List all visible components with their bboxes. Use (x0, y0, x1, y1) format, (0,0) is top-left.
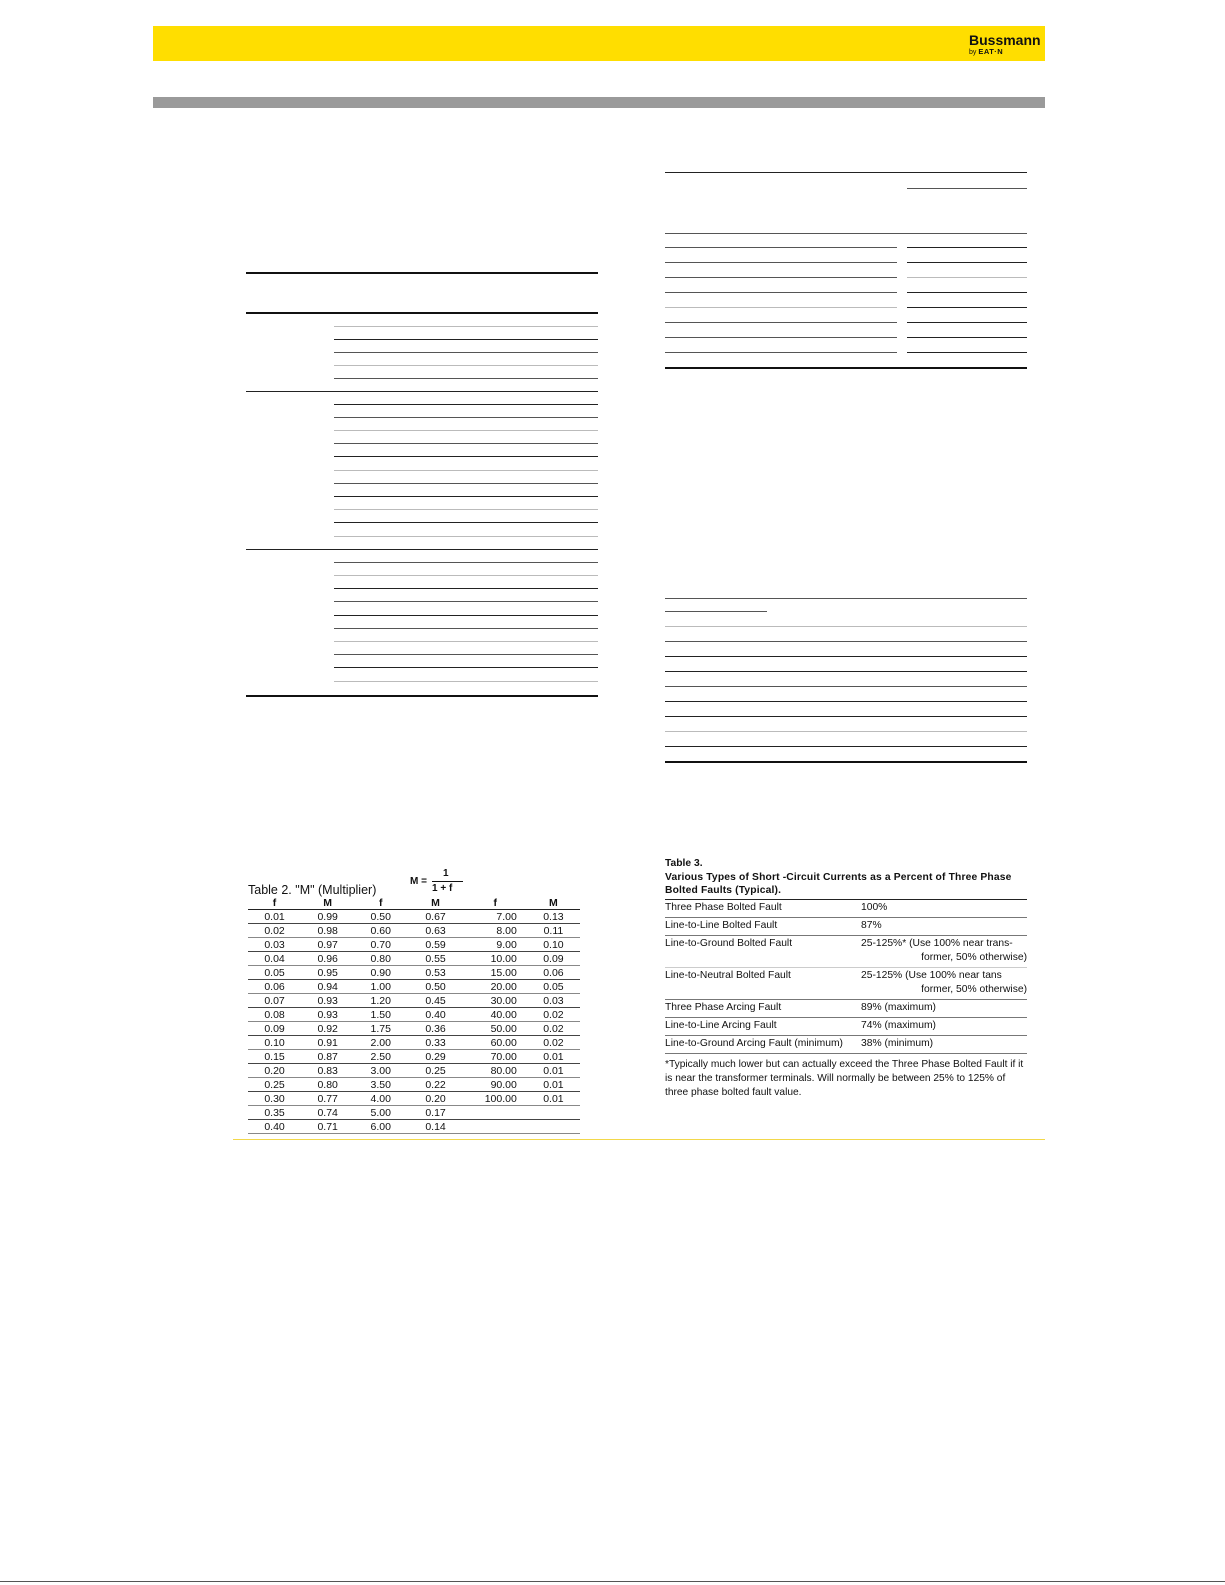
table-cell: 5.00 (354, 1106, 407, 1120)
table-rule (246, 391, 598, 392)
table-3-title: Table 3. (665, 858, 703, 869)
table-rule (665, 598, 1027, 599)
table-cell: 0.09 (248, 1022, 301, 1036)
table-cell: 0.94 (301, 980, 354, 994)
table-row (248, 980, 580, 994)
table-rule (665, 641, 1027, 642)
fault-type-label: Line-to-Ground Bolted Fault (665, 935, 861, 967)
table-rule (334, 378, 598, 379)
fault-percent-line-continued: former, 50% otherwise) (921, 983, 1027, 995)
table-rule (334, 456, 598, 457)
table-row (248, 1050, 580, 1064)
table-cell: 0.83 (301, 1064, 354, 1078)
brand-logo: Bussmann (969, 32, 1041, 48)
table-cell: 2.50 (354, 1050, 407, 1064)
column-header: f (354, 897, 407, 910)
fault-type-label: Three Phase Bolted Fault (665, 899, 861, 917)
table-header-row (248, 897, 580, 910)
table-cell: 70.00 (464, 1050, 527, 1064)
table-rule (334, 430, 598, 431)
table-cell: 0.08 (248, 1008, 301, 1022)
table-rule (665, 233, 1027, 234)
fault-percent-line: 25-125% (Use 100% near tans (861, 969, 1002, 981)
table-rule (334, 641, 598, 642)
table-cell: 0.59 (407, 938, 463, 952)
brand-parent: EAT·N (978, 47, 1004, 56)
table-row (665, 1017, 1027, 1035)
table-2-caption: Table 2. "M" (Multiplier) (248, 883, 377, 897)
table-rule (246, 695, 598, 697)
table-rule (665, 716, 1027, 717)
fault-percent-value (861, 917, 1027, 935)
table-row (248, 1120, 580, 1134)
table-rule (907, 188, 1027, 189)
table-cell: 0.40 (248, 1120, 301, 1134)
table-cell: 0.10 (248, 1036, 301, 1050)
fault-percent-line: 89% (maximum) (861, 1001, 936, 1013)
table-rule (665, 626, 1027, 627)
table-cell: 0.09 (527, 952, 580, 966)
table-row (248, 966, 580, 980)
table-cell: 0.77 (301, 1092, 354, 1106)
table-row (248, 1106, 580, 1120)
table-cell: 0.95 (301, 966, 354, 980)
fault-percent-value (861, 899, 1027, 917)
table-cell: 0.98 (301, 924, 354, 938)
table-rule (665, 322, 897, 323)
table-cell: 0.93 (301, 1008, 354, 1022)
table-rule (334, 615, 598, 616)
table-cell: 0.03 (248, 938, 301, 952)
fault-type-label: Line-to-Neutral Bolted Fault (665, 967, 861, 999)
column-header: M (527, 897, 580, 910)
section-band (153, 97, 1045, 108)
table-rule (334, 522, 598, 523)
table-cell: 0.67 (407, 910, 463, 924)
table-cell: 30.00 (464, 994, 527, 1008)
table-rule (907, 262, 1027, 263)
table-rule (907, 277, 1027, 278)
table-rule (334, 417, 598, 418)
table-cell: 15.00 (464, 966, 527, 980)
table-rule (907, 352, 1027, 353)
fault-percent-value (861, 1017, 1027, 1035)
table-row (248, 1078, 580, 1092)
table-row (248, 924, 580, 938)
table-cell: 0.07 (248, 994, 301, 1008)
table-cell: 0.22 (407, 1078, 463, 1092)
table-cell: 0.74 (301, 1106, 354, 1120)
fault-percent-value (861, 999, 1027, 1017)
table-rule (246, 272, 598, 274)
table-rule (665, 656, 1027, 657)
table-rule (665, 746, 1027, 747)
table-rule (334, 352, 598, 353)
table-rule (334, 628, 598, 629)
fault-percent-line-continued: former, 50% otherwise) (921, 951, 1027, 963)
table-cell: 0.50 (354, 910, 407, 924)
fault-percent-table-body (665, 899, 1027, 1053)
table-rule (334, 654, 598, 655)
multiplier-table (248, 897, 580, 1134)
table-cell: 3.50 (354, 1078, 407, 1092)
table-cell: 0.36 (407, 1022, 463, 1036)
fault-type-label: Line-to-Line Arcing Fault (665, 1017, 861, 1035)
table-cell: 0.40 (407, 1008, 463, 1022)
table-rule (246, 549, 598, 550)
table-cell (464, 1106, 527, 1120)
table-cell: 7.00 (464, 910, 527, 924)
table-rule (334, 443, 598, 444)
table-rule (334, 496, 598, 497)
table-cell: 0.35 (248, 1106, 301, 1120)
table-row (665, 899, 1027, 917)
table-rule (334, 404, 598, 405)
fault-type-label: Line-to-Ground Arcing Fault (minimum) (665, 1035, 861, 1053)
table-cell: 0.04 (248, 952, 301, 966)
fault-percent-line: 25-125%* (Use 100% near trans- (861, 937, 1013, 949)
fault-percent-value (861, 1035, 1027, 1053)
table-cell: 0.90 (354, 966, 407, 980)
table-cell: 0.92 (301, 1022, 354, 1036)
fault-percent-value (861, 935, 1027, 967)
table-cell: 0.91 (301, 1036, 354, 1050)
table-rule (665, 307, 897, 308)
table-cell: 0.25 (248, 1078, 301, 1092)
fault-type-label: Three Phase Arcing Fault (665, 999, 861, 1017)
table-rule (334, 588, 598, 589)
table-cell: 60.00 (464, 1036, 527, 1050)
table-cell: 0.02 (248, 924, 301, 938)
table-row (248, 1064, 580, 1078)
column-header: M (407, 897, 463, 910)
table-cell: 1.50 (354, 1008, 407, 1022)
fault-percent-line: 74% (maximum) (861, 1019, 936, 1031)
table-rule (665, 761, 1027, 763)
table-rule (907, 307, 1027, 308)
table-cell: 3.00 (354, 1064, 407, 1078)
table-cell: 0.05 (527, 980, 580, 994)
fault-type-label: Line-to-Line Bolted Fault (665, 917, 861, 935)
table-rule (665, 247, 897, 248)
table-cell: 0.30 (248, 1092, 301, 1106)
column-header: f (464, 897, 527, 910)
table-cell: 40.00 (464, 1008, 527, 1022)
table-rule (907, 247, 1027, 248)
table-rule (907, 322, 1027, 323)
table-cell: 0.01 (527, 1050, 580, 1064)
table-cell: 0.93 (301, 994, 354, 1008)
table-cell: 0.25 (407, 1064, 463, 1078)
table-rule (334, 681, 598, 682)
table-rule (665, 686, 1027, 687)
table-cell: 0.71 (301, 1120, 354, 1134)
table-rule (665, 731, 1027, 732)
table-cell: 0.02 (527, 1036, 580, 1050)
formula-lhs: M = (410, 876, 427, 887)
table-cell: 0.06 (248, 980, 301, 994)
table-row (665, 935, 1027, 967)
fault-percent-line: 38% (minimum) (861, 1037, 934, 1049)
brand-by: by (969, 49, 977, 56)
table-3-block (665, 857, 1029, 1100)
table-cell: 0.99 (301, 910, 354, 924)
table-cell: 0.14 (407, 1120, 463, 1134)
table-cell: 0.06 (527, 966, 580, 980)
table-cell: 0.01 (527, 1092, 580, 1106)
table-cell: 2.00 (354, 1036, 407, 1050)
table-cell: 0.87 (301, 1050, 354, 1064)
table-cell: 0.17 (407, 1106, 463, 1120)
table-cell: 6.00 (354, 1120, 407, 1134)
table-cell: 20.00 (464, 980, 527, 994)
table-row (665, 999, 1027, 1017)
table-3-footnote: *Typically much lower but can actually exceed the Three Phase Bolted Fault if it is near the transformer terminals. Will normally be between 25% to 125% of three phase bolted fault value. (665, 1058, 1024, 1098)
table-rule (334, 365, 598, 366)
table-cell: 0.97 (301, 938, 354, 952)
table-rule (334, 575, 598, 576)
table-row (665, 917, 1027, 935)
table-cell (527, 1106, 580, 1120)
table-cell: 0.03 (527, 994, 580, 1008)
table-cell: 0.33 (407, 1036, 463, 1050)
table-rule (334, 601, 598, 602)
table-rule (665, 262, 897, 263)
table-cell: 9.00 (464, 938, 527, 952)
multiplier-formula (410, 867, 470, 897)
table-cell: 0.96 (301, 952, 354, 966)
table-cell: 0.01 (527, 1078, 580, 1092)
table-cell: 0.02 (527, 1008, 580, 1022)
brand-header-bar (153, 26, 1045, 61)
table-cell: 4.00 (354, 1092, 407, 1106)
table-cell: 0.20 (407, 1092, 463, 1106)
table-cell: 80.00 (464, 1064, 527, 1078)
fault-percent-line: 87% (861, 919, 882, 931)
table-cell: 0.80 (301, 1078, 354, 1092)
table-cell: 0.11 (527, 924, 580, 938)
table-rule (334, 483, 598, 484)
table-3-description: Various Types of Short -Circuit Currents as a Percent of Three Phase Bolted Faults (Typical). (665, 871, 1012, 896)
table-row (248, 1008, 580, 1022)
table-3-caption (665, 857, 1029, 898)
multiplier-table-body (248, 910, 580, 1134)
table-cell: 0.80 (354, 952, 407, 966)
table-rule (665, 277, 897, 278)
table-cell: 100.00 (464, 1092, 527, 1106)
table-row (248, 938, 580, 952)
formula-numerator: 1 (443, 868, 449, 879)
table-rule (665, 611, 767, 612)
table-cell: 0.13 (527, 910, 580, 924)
table-cell: 0.50 (407, 980, 463, 994)
table-row (248, 1036, 580, 1050)
table-cell: 0.63 (407, 924, 463, 938)
page-bottom-edge (0, 1581, 1225, 1582)
table-cell: 0.02 (527, 1022, 580, 1036)
table-cell: 0.70 (354, 938, 407, 952)
table-rule (907, 337, 1027, 338)
table-rule (665, 172, 1027, 173)
table-cell: 0.10 (527, 938, 580, 952)
table-rule (665, 292, 897, 293)
table-cell: 0.05 (248, 966, 301, 980)
table-cell: 0.60 (354, 924, 407, 938)
table-cell: 0.53 (407, 966, 463, 980)
column-header: M (301, 897, 354, 910)
brand-sublogo (969, 47, 1003, 56)
formula-denominator: 1 + f (432, 883, 453, 894)
table-cell (464, 1120, 527, 1134)
table-cell: 0.55 (407, 952, 463, 966)
table-row (665, 1035, 1027, 1053)
table-row (248, 994, 580, 1008)
table-rule (665, 352, 897, 353)
table-rule (334, 536, 598, 537)
table-row (248, 1092, 580, 1106)
table-cell: 0.01 (248, 910, 301, 924)
fault-percent-line: 100% (861, 901, 888, 913)
table-rule (665, 367, 1027, 369)
table-cell: 50.00 (464, 1022, 527, 1036)
table-cell: 1.00 (354, 980, 407, 994)
table-rule (665, 671, 1027, 672)
table-rule (334, 562, 598, 563)
table-row (248, 952, 580, 966)
fault-percent-value (861, 967, 1027, 999)
table-rule (334, 509, 598, 510)
table-rule (334, 339, 598, 340)
table-cell: 0.20 (248, 1064, 301, 1078)
column-header: f (248, 897, 301, 910)
table-cell: 1.20 (354, 994, 407, 1008)
table-rule (334, 470, 598, 471)
table-row (248, 910, 580, 924)
table-cell: 0.45 (407, 994, 463, 1008)
table-cell (527, 1120, 580, 1134)
table-cell: 1.75 (354, 1022, 407, 1036)
table-rule (334, 667, 598, 668)
table-row (248, 1022, 580, 1036)
formula-fraction-bar (432, 881, 463, 882)
table-rule (665, 701, 1027, 702)
table-cell: 8.00 (464, 924, 527, 938)
table-cell: 10.00 (464, 952, 527, 966)
table-cell: 0.01 (527, 1064, 580, 1078)
table-rule (907, 292, 1027, 293)
table-rule (246, 312, 598, 314)
fault-percent-table (665, 899, 1027, 1054)
table-row (665, 967, 1027, 999)
table-cell: 0.29 (407, 1050, 463, 1064)
table-rule (334, 326, 598, 327)
footer-divider (233, 1139, 1045, 1140)
table-cell: 90.00 (464, 1078, 527, 1092)
table-rule (665, 337, 897, 338)
table-cell: 0.15 (248, 1050, 301, 1064)
